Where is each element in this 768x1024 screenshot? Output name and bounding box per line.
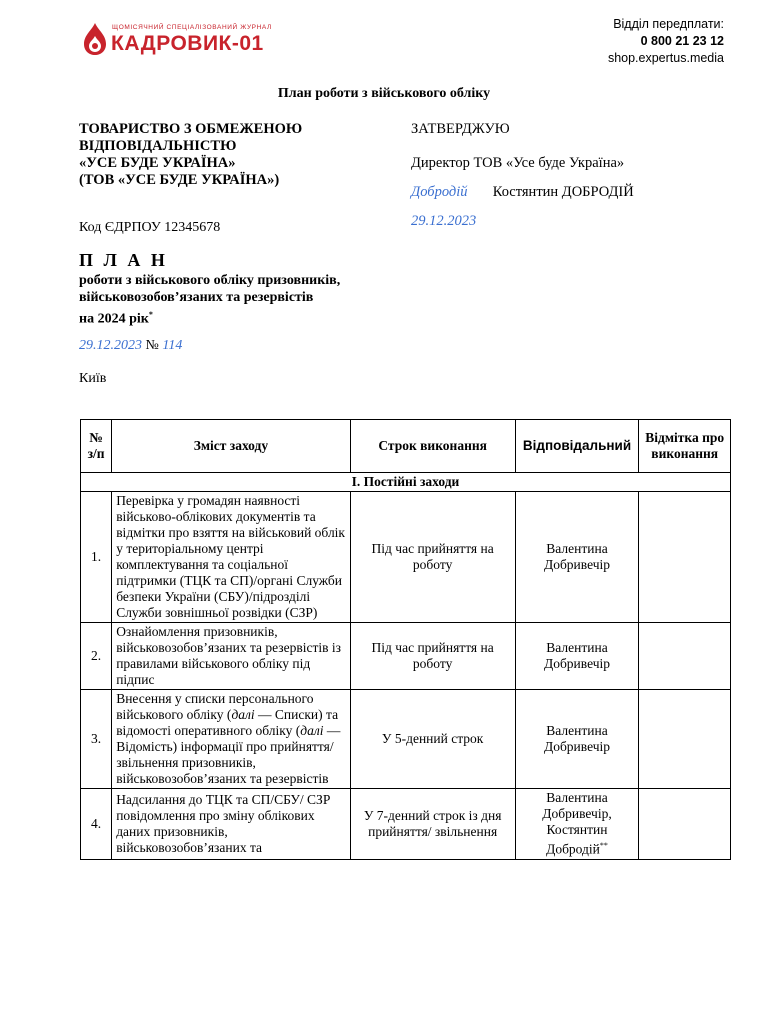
company-name-block <box>79 121 302 189</box>
row-responsible: Валентина Добривечір <box>515 623 639 690</box>
row-responsible: Валентина Добривечір, Костянтин Добродій** <box>515 789 639 860</box>
approve-signature-line <box>411 184 634 201</box>
plan-subtitle-line-last: на 2024 рік* <box>79 310 153 327</box>
document-title: План роботи з військового обліку <box>277 86 491 101</box>
company-line: ТОВАРИСТВО З ОБМЕЖЕНОЮ <box>79 121 303 137</box>
table-row <box>81 789 731 860</box>
approve-signature: Добродій <box>411 184 468 200</box>
row-term: У 5-денний строк <box>350 690 515 789</box>
brand-name: КАДРОВИК-01 <box>111 32 264 55</box>
row-term: Під час прийняття на роботу <box>350 492 515 623</box>
plan-subtitle-line: роботи з військового обліку призовників, <box>79 273 341 288</box>
table-row <box>81 623 731 690</box>
edrpou-code: Код ЄДРПОУ 12345678 <box>79 220 221 235</box>
footnote-mark: * <box>148 310 153 319</box>
approve-heading: ЗАТВЕРДЖУЮ <box>411 121 510 137</box>
approve-date: 29.12.2023 <box>411 213 477 229</box>
brand-logo <box>82 22 282 58</box>
flame-drop-icon <box>82 22 108 56</box>
plan-subtitle <box>79 272 340 328</box>
approve-position: Директор ТОВ «Усе буде Україна» <box>411 155 625 171</box>
subscription-label: Відділ передплати: <box>613 17 724 31</box>
company-line: «УСЕ БУДЕ УКРАЇНА» <box>79 155 236 171</box>
row-num: 1. <box>81 492 112 623</box>
company-line: (ТОВ «УСЕ БУДЕ УКРАЇНА») <box>79 172 280 188</box>
row-mark[interactable] <box>639 690 731 789</box>
row-content: Ознайомлення призовників, військовозобов’язаних та резервістів із правилами військового обліку під підпис <box>112 623 350 690</box>
company-line: ВІДПОВІДАЛЬНІСТЮ <box>79 138 237 154</box>
header-term: Строк виконання <box>350 420 515 473</box>
header-content: Зміст заходу <box>112 420 350 473</box>
subscription-site[interactable]: shop.expertus.media <box>607 51 724 65</box>
row-responsible: Валентина Добривечір <box>515 690 639 789</box>
subscription-phone[interactable]: 0 800 21 23 12 <box>640 34 724 48</box>
plan-subtitle-line: військовозобов’язаних та резервістів <box>79 290 314 305</box>
approval-block <box>411 121 634 230</box>
reg-date: 29.12.2023 <box>79 338 142 353</box>
section-title: І. Постійні заходи <box>81 473 731 492</box>
reg-number-label: № <box>145 338 159 353</box>
table-row <box>81 492 731 623</box>
row-content: Надсилання до ТЦК та СП/СБУ/ СЗР повідомлення про зміну облікових даних призовників, військовозобов’язаних та <box>112 789 350 860</box>
brand-tagline: ЩОМІСЯЧНИЙ СПЕЦІАЛІЗОВАНИЙ ЖУРНАЛ <box>112 24 272 31</box>
header-mark: Відмітка про виконання <box>639 420 731 473</box>
row-content: Внесення у списки персонального військового обліку (далі — Списки) та відомості оперативного обліку (далі — Відомість) інформації про прийняття/звільнення призовників, військовозобов’язаних та резервістів <box>112 690 350 789</box>
reg-number: 114 <box>162 338 183 353</box>
section-row <box>81 473 731 492</box>
table-row <box>81 690 731 789</box>
plan-heading: П Л А Н <box>79 250 168 270</box>
approve-name: Костянтин ДОБРОДІЙ <box>492 184 634 200</box>
row-mark[interactable] <box>639 492 731 623</box>
footnote-mark: ** <box>599 841 608 850</box>
row-num: 3. <box>81 690 112 789</box>
row-mark[interactable] <box>639 623 731 690</box>
header-num: № з/п <box>81 420 112 473</box>
row-term: У 7-денний строк із дня прийняття/ звільнення <box>350 789 515 860</box>
subscription-block <box>608 16 724 67</box>
registration-line <box>79 338 182 354</box>
row-num: 2. <box>81 623 112 690</box>
row-mark[interactable] <box>639 789 731 860</box>
row-responsible: Валентина Добривечір <box>515 492 639 623</box>
row-term: Під час прийняття на роботу <box>350 623 515 690</box>
city: Київ <box>79 371 107 386</box>
row-content: Перевірка у громадян наявності військово-облікових документів та відмітки про взяття на військовий облік у територіальному центрі комплектування та соціальної підтримки (ТЦК та СП)/органі Служби безпеки України (СБУ)/підрозділі Служби зовнішньої розвідки (СЗР) <box>112 492 350 623</box>
table-header-row <box>81 420 731 473</box>
header-responsible: Відповідальний <box>515 420 639 473</box>
row-num: 4. <box>81 789 112 860</box>
plan-table <box>80 419 731 860</box>
